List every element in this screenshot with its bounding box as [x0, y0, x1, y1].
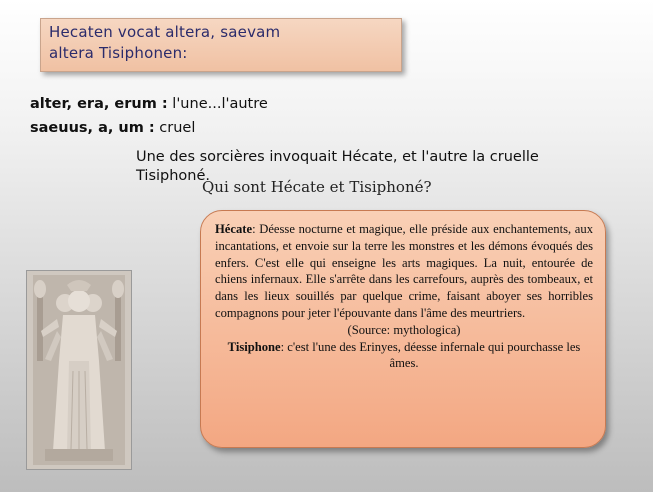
hecate-statue-image — [26, 270, 132, 470]
info-box — [200, 210, 606, 448]
tisiphone-name: Tisiphone — [227, 339, 281, 354]
vocab-entry-saeuus — [30, 120, 195, 136]
question-heading: Qui sont Hécate et Tisiphoné? — [202, 178, 432, 196]
hecate-name: Hécate — [215, 222, 253, 236]
hecate-description: : Déesse nocturne et magique, elle préside aux enchantements, aux incantations, et envoie sur la terre les monstres et les démons évoqués des enfers. C'est elle qui enseigne les arts magiques. La nuit, entourée de chiens infernaux. Elle s'arrête dans les carrefours, auprès des tombeaux, et dans les lieux souillés par quelque crime, faisant aboyer ses horribles compagnons pour jeter l'épouvante dans l'âme des meurtriers. — [215, 222, 593, 320]
statue-illustration — [27, 271, 131, 469]
tisiphone-paragraph — [215, 339, 593, 373]
title-line-2: altera Tisiphonen: — [49, 44, 188, 62]
source-citation: (Source: mythologica) — [347, 322, 461, 337]
vocab-entry-alter — [30, 96, 268, 112]
tisiphone-description: : c'est l'une des Erinyes, déesse infernale qui pourchasse les âmes. — [280, 339, 581, 371]
vocab-term: alter, era, erum : — [30, 96, 168, 112]
title-line-1: Hecaten vocat altera, saevam — [49, 23, 281, 41]
info-text — [215, 221, 593, 372]
hecate-paragraph — [215, 221, 593, 322]
title-box — [40, 18, 402, 72]
translation-text: Une des sorcières invoquait Hécate, et l'autre la cruelle Tisiphoné. — [136, 149, 539, 184]
vocab-term: saeuus, a, um : — [30, 120, 155, 136]
vocab-meaning: l'une...l'autre — [167, 96, 268, 112]
vocab-meaning: cruel — [154, 120, 196, 136]
